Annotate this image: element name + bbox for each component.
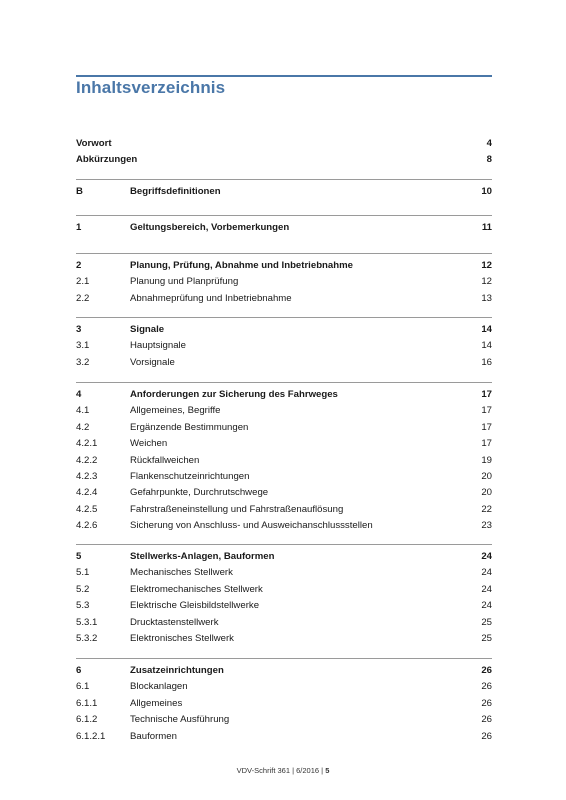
toc-entry[interactable] — [76, 184, 492, 200]
toc-entry-page: 4 — [486, 138, 492, 149]
toc-entry-number: 4.2.5 — [76, 503, 98, 515]
toc-entry-page: 17 — [481, 438, 492, 450]
toc-entry-title: Planung, Prüfung, Abnahme und Inbetriebnahme — [130, 260, 353, 271]
toc-entry-number: 4 — [76, 389, 82, 400]
toc-entry-number: 2.1 — [76, 276, 90, 288]
toc-entry[interactable] — [76, 403, 492, 419]
toc-entry-page: 8 — [486, 154, 492, 166]
toc-entry-page: 16 — [481, 356, 492, 368]
toc-entry-page: 17 — [481, 421, 492, 433]
toc-entry-title: Abnahmeprüfung und Inbetriebnahme — [130, 292, 292, 304]
toc-entry-number: 6.1 — [76, 681, 90, 693]
toc-entry-title: Elektromechanisches Stellwerk — [130, 583, 263, 595]
toc-entry-number: 6 — [76, 665, 82, 676]
toc-entry[interactable] — [76, 485, 492, 501]
toc-entry-title: Zusatzeinrichtungen — [130, 665, 224, 676]
toc-entry-number: 4.2.6 — [76, 520, 98, 532]
toc-entry[interactable] — [76, 338, 492, 354]
toc-entry[interactable] — [76, 258, 492, 274]
section-divider — [76, 382, 492, 383]
toc-entry[interactable] — [76, 387, 492, 403]
toc-entry-page: 11 — [481, 222, 492, 233]
toc-entry-number: 4.2 — [76, 421, 90, 433]
toc-entry-title: Blockanlagen — [130, 681, 188, 693]
toc-entry-page: 13 — [481, 292, 492, 304]
toc-entry-title: Planung und Planprüfung — [130, 276, 239, 288]
toc-entry[interactable] — [76, 291, 492, 307]
toc-entry[interactable] — [76, 565, 492, 581]
toc-entry[interactable] — [76, 582, 492, 598]
toc-entry[interactable] — [76, 615, 492, 631]
toc-entry-number: 2 — [76, 260, 82, 271]
toc-entry-page: 24 — [481, 551, 492, 562]
toc-entry-number: 5.1 — [76, 567, 90, 579]
toc-entry-page: 25 — [481, 633, 492, 644]
toc-entry-title: Elektrische Gleisbildstellwerke — [130, 600, 260, 612]
section-divider — [76, 317, 492, 318]
toc-entry[interactable] — [76, 679, 492, 695]
toc-entry-title: Flankenschutzeinrichtungen — [130, 471, 250, 482]
toc-entry-title: Geltungsbereich, Vorbemerkungen — [130, 222, 290, 233]
toc-entry-page: 20 — [481, 471, 492, 482]
toc-entry-title: Anforderungen zur Sicherung des Fahrweges — [130, 389, 338, 400]
toc-entry-title: Elektronisches Stellwerk — [130, 633, 234, 644]
section-divider — [76, 658, 492, 659]
toc-entry-title: Ergänzende Bestimmungen — [130, 421, 249, 433]
toc-entry-page: 22 — [481, 503, 492, 515]
toc-entry-page: 24 — [481, 583, 492, 595]
toc-entry-title: Mechanisches Stellwerk — [130, 567, 233, 579]
page-footer — [0, 766, 566, 775]
toc-entry-title: Allgemeines — [130, 697, 183, 709]
toc-entry-title: Stellwerks-Anlagen, Bauformen — [130, 551, 275, 562]
toc-entry-number: 5.3.1 — [76, 616, 98, 628]
toc-entry-page: 26 — [481, 681, 492, 693]
toc-entry-title: Bauformen — [130, 730, 177, 742]
toc-entry[interactable] — [76, 518, 492, 534]
toc-entry-title: Abkürzungen — [76, 154, 138, 166]
toc-entry-title: Hauptsignale — [130, 340, 187, 352]
toc-entry-page: 24 — [481, 600, 492, 612]
toc-entry-title: Sicherung von Anschluss- und Ausweichanschlussstellen — [130, 520, 373, 532]
toc-entry-page: 24 — [481, 567, 492, 579]
toc-entry-page: 14 — [481, 340, 492, 352]
footer-document-info: VDV-Schrift 361 | 6/2016 | — [236, 766, 324, 775]
toc-entry[interactable] — [76, 631, 492, 647]
toc-entry-number: 4.1 — [76, 405, 90, 417]
toc-entry-number: 6.1.2.1 — [76, 730, 106, 742]
toc-entry-page: 12 — [481, 260, 492, 271]
toc-entry-title: Weichen — [130, 438, 168, 450]
toc-entry[interactable] — [76, 420, 492, 436]
toc-entry-number: 6.1.1 — [76, 697, 98, 709]
toc-entry[interactable] — [76, 274, 492, 290]
toc-entry-title: Vorwort — [76, 138, 112, 149]
toc-entry[interactable] — [76, 136, 492, 152]
toc-entry-page: 26 — [481, 730, 492, 742]
toc-entry-page: 12 — [481, 276, 492, 288]
toc-entry[interactable] — [76, 549, 492, 565]
toc-entry[interactable] — [76, 453, 492, 469]
toc-entry-number: 1 — [76, 222, 82, 233]
toc-entry[interactable] — [76, 712, 492, 728]
toc-entry-number: 5 — [76, 551, 82, 562]
toc-entry-number: 4.2.3 — [76, 471, 98, 482]
toc-entry-number: B — [76, 186, 83, 197]
toc-entry[interactable] — [76, 729, 492, 745]
toc-entry-number: 4.2.2 — [76, 454, 98, 466]
toc-entry[interactable] — [76, 696, 492, 712]
toc-entry[interactable] — [76, 663, 492, 679]
toc-entry-number: 5.3 — [76, 600, 90, 612]
toc-entry[interactable] — [76, 598, 492, 614]
toc-entry-page: 26 — [481, 714, 492, 726]
toc-entry-number: 5.2 — [76, 583, 90, 595]
section-divider — [76, 253, 492, 254]
toc-entry-page: 17 — [481, 389, 492, 400]
section-divider — [76, 544, 492, 545]
toc-entry-page: 26 — [481, 665, 492, 676]
toc-entry-title: Fahrstraßeneinstellung und Fahrstraßenauflösung — [130, 503, 344, 515]
toc-entry-page: 20 — [481, 487, 492, 499]
heading-rule — [76, 75, 492, 77]
toc-entry-title: Signale — [130, 324, 165, 335]
toc-entry[interactable] — [76, 220, 492, 236]
section-divider — [76, 215, 492, 216]
toc-entry-number: 3.2 — [76, 356, 90, 368]
toc-entry-page: 14 — [481, 324, 492, 335]
toc-entry-number: 6.1.2 — [76, 714, 98, 726]
toc-entry-title: Allgemeines, Begriffe — [130, 405, 221, 417]
toc-entry-title: Vorsignale — [130, 356, 175, 368]
toc-entry[interactable] — [76, 502, 492, 518]
toc-entry-number: 3 — [76, 324, 82, 335]
toc-entry[interactable] — [76, 355, 492, 371]
toc-entry[interactable] — [76, 322, 492, 338]
toc-entry[interactable] — [76, 436, 492, 452]
toc-entry-number: 3.1 — [76, 340, 90, 352]
toc-entry-number: 5.3.2 — [76, 633, 98, 644]
toc-entry-page: 10 — [481, 186, 492, 197]
page-title: Inhaltsverzeichnis — [76, 78, 226, 97]
toc-entry[interactable] — [76, 152, 492, 168]
toc-entry-page: 23 — [481, 520, 492, 532]
toc-entry-number: 4.2.4 — [76, 487, 98, 499]
toc-entry[interactable] — [76, 469, 492, 485]
toc-entry-title: Technische Ausführung — [130, 714, 230, 726]
toc-entry-title: Begriffsdefinitionen — [130, 186, 221, 197]
toc-entry-page: 19 — [481, 454, 492, 466]
toc-entry-page: 17 — [481, 405, 492, 417]
toc-entry-number: 2.2 — [76, 292, 90, 304]
section-divider — [76, 179, 492, 180]
toc-entry-page: 25 — [481, 616, 492, 628]
toc-entry-page: 26 — [481, 697, 492, 709]
toc-entry-title: Rückfallweichen — [130, 454, 200, 466]
toc-entry-title: Gefahrpunkte, Durchrutschwege — [130, 487, 269, 499]
toc-entry-number: 4.2.1 — [76, 438, 98, 450]
toc-entry-title: Drucktastenstellwerk — [130, 616, 219, 628]
footer-page-number: 5 — [325, 766, 330, 775]
